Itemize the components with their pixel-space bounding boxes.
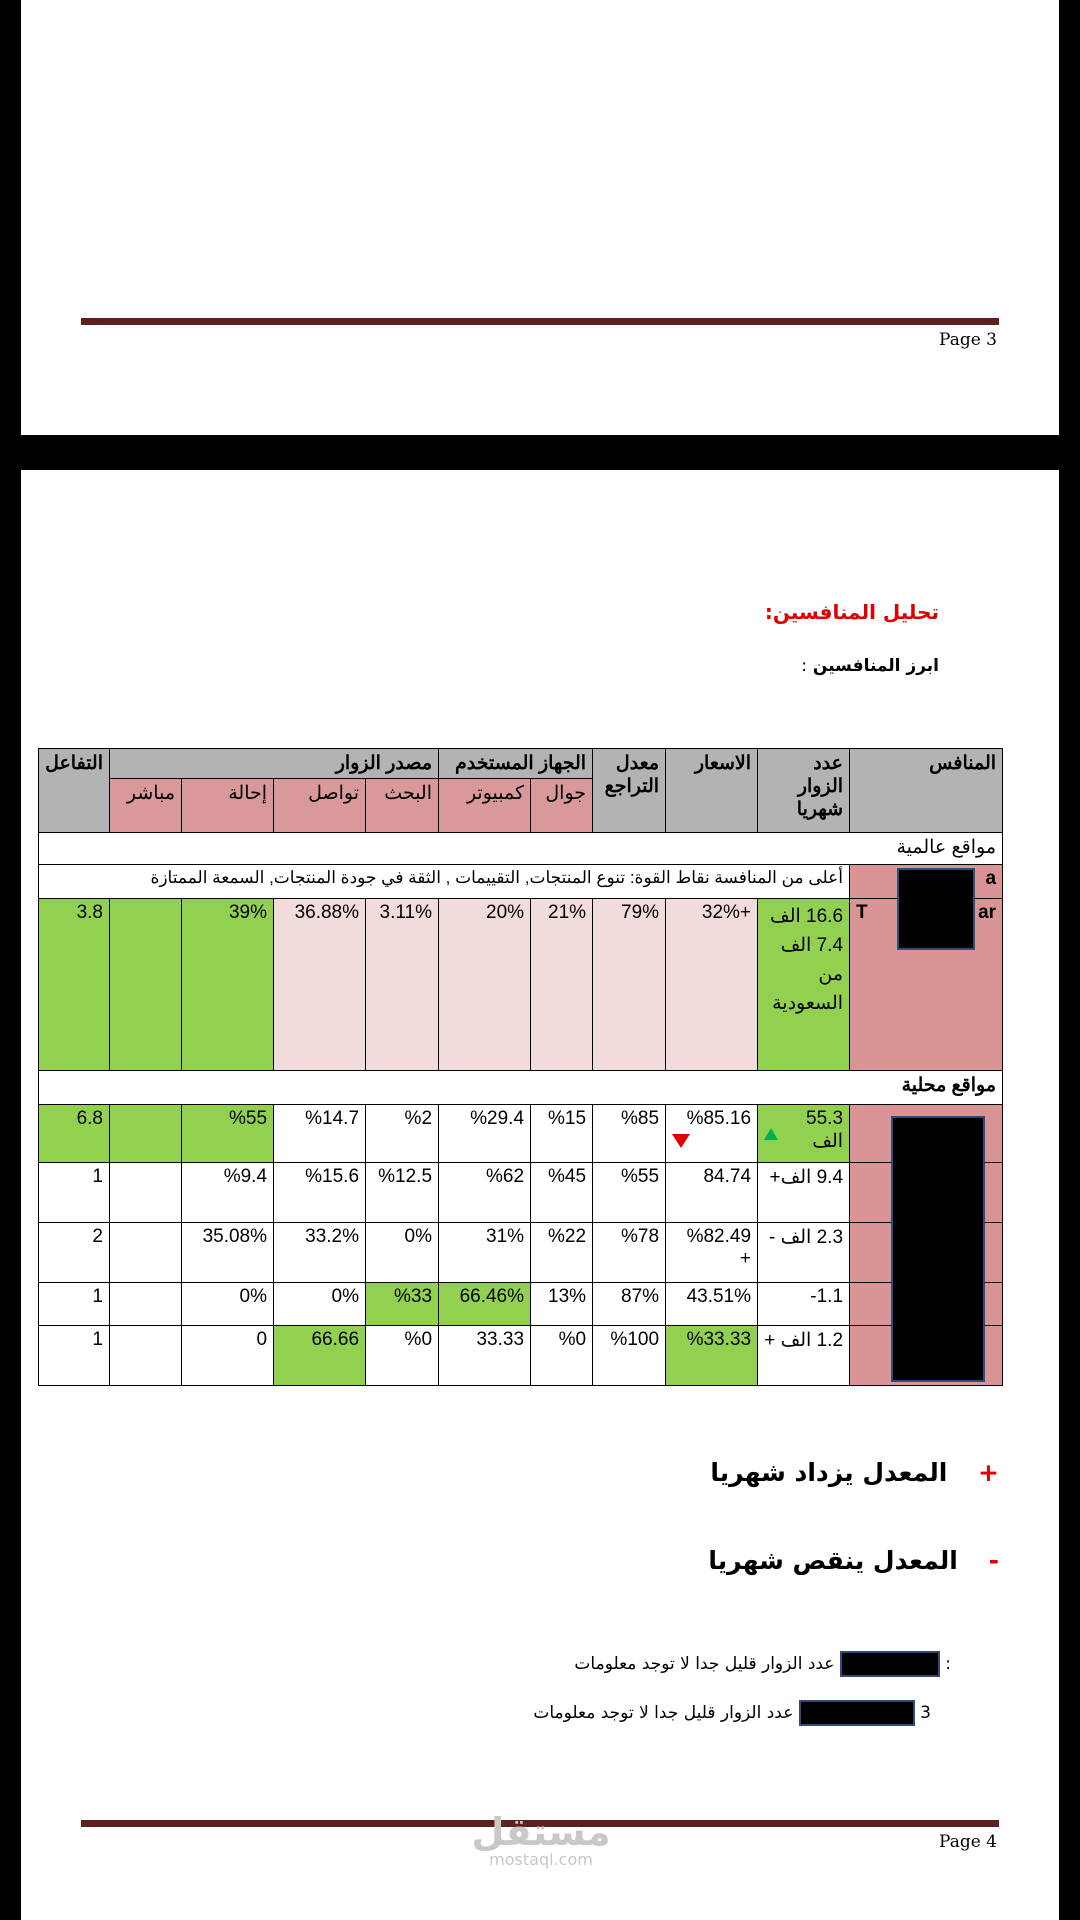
engagement: 2 [39, 1223, 110, 1283]
page-number: Page 3 [939, 330, 997, 350]
prices: %33.33 [666, 1326, 758, 1386]
prices: %82.49 + [666, 1223, 758, 1283]
legend-increase-text: المعدل يزداد شهريا [710, 1458, 948, 1487]
header-device: الجهاز المستخدم [439, 749, 593, 779]
search-share: %12.5 [366, 1163, 439, 1223]
header-bounce-rate: معدل التراجع [593, 749, 666, 833]
computer-share: %29.4 [439, 1105, 531, 1163]
page-3 [21, 0, 1059, 435]
page-subtitle [801, 656, 939, 676]
header-referral: إحالة [182, 779, 274, 833]
bounce-rate: %55 [593, 1163, 666, 1223]
section-local-label: مواقع محلية [39, 1071, 1003, 1105]
page-number: Page 4 [939, 1832, 997, 1852]
global-note: أعلى من المنافسة نقاط القوة: تنوع المنتجات, التقييمات , الثقة في جودة المنتجات, السمعة الممتازة [39, 865, 850, 899]
redaction-block [891, 1116, 985, 1382]
note-2 [533, 1700, 931, 1726]
global-competitor-row [39, 899, 1003, 1071]
header-direct: مباشر [110, 779, 182, 833]
social-share: 33.2% [274, 1223, 366, 1283]
name-fragment: ar [978, 902, 997, 923]
bounce-rate: %100 [593, 1326, 666, 1386]
monthly-visitors [758, 1105, 850, 1163]
referral-share: 39% [182, 899, 274, 1071]
note-1-prefix: : [945, 1654, 951, 1674]
direct-share [110, 1223, 182, 1283]
prices [666, 1105, 758, 1163]
mobile-share: 13% [531, 1283, 593, 1326]
local-row-2 [39, 1163, 1003, 1223]
legend-decrease-text: المعدل ينقص شهريا [708, 1546, 958, 1575]
search-share: %0 [366, 1326, 439, 1386]
referral-share: 0 [182, 1326, 274, 1386]
monthly-visitors: 2.3 الف - [758, 1223, 850, 1283]
legend-increase [710, 1458, 999, 1487]
redaction-inline [799, 1700, 915, 1726]
local-row-4 [39, 1283, 1003, 1326]
prices-value: %85.16 [686, 1108, 752, 1129]
prices: 43.51% [666, 1283, 758, 1326]
competitors-table [38, 748, 1003, 1386]
monthly-visitors: 1.1- [758, 1283, 850, 1326]
increase-arrow-icon [764, 1128, 778, 1140]
header-visitor-source: مصدر الزوار [110, 749, 439, 779]
section-local [39, 1071, 1003, 1105]
direct-share [110, 1163, 182, 1223]
header-competitor: المنافس [850, 749, 1003, 833]
decrease-arrow-icon [672, 1134, 690, 1148]
search-share: %33 [366, 1283, 439, 1326]
direct-share [110, 1326, 182, 1386]
redaction-block [897, 868, 975, 950]
engagement: 3.8 [39, 899, 110, 1071]
prices: +32% [666, 899, 758, 1071]
watermark-arabic: مستقل [471, 1810, 611, 1854]
subtitle-colon: : [801, 656, 807, 676]
subtitle-text: ابرز المنافسين [812, 656, 939, 676]
referral-share: 35.08% [182, 1223, 274, 1283]
global-note-row [39, 865, 1003, 899]
header-computer: كمبيوتر [439, 779, 531, 833]
engagement: 1 [39, 1163, 110, 1223]
social-share: %14.7 [274, 1105, 366, 1163]
page-title: تحليل المنافسين: [764, 600, 939, 624]
social-share: %15.6 [274, 1163, 366, 1223]
page-4 [21, 470, 1059, 1920]
computer-share: 31% [439, 1223, 531, 1283]
mobile-share: %0 [531, 1326, 593, 1386]
direct-share [110, 899, 182, 1071]
search-share: %2 [366, 1105, 439, 1163]
note-2-text: عدد الزوار قليل جدا لا توجد معلومات [533, 1703, 794, 1723]
plus-icon: + [978, 1458, 999, 1487]
watermark-latin: mostaql.com [489, 1850, 593, 1869]
mobile-share: %15 [531, 1105, 593, 1163]
referral-share: 0% [182, 1283, 274, 1326]
direct-share [110, 1105, 182, 1163]
bounce-rate: %85 [593, 1105, 666, 1163]
note-2-prefix: 3 [920, 1703, 931, 1723]
monthly-visitors: 16.6 الف 7.4 الف من السعودية [758, 899, 850, 1071]
watermark [461, 1810, 621, 1869]
social-share: 0% [274, 1283, 366, 1326]
social-share: 66.66 [274, 1326, 366, 1386]
header-prices: الاسعار [666, 749, 758, 833]
fragment-text: a [985, 868, 997, 889]
mobile-share: 21% [531, 899, 593, 1071]
header-mobile: جوال [531, 779, 593, 833]
search-share: 3.11% [366, 899, 439, 1071]
section-global-label: مواقع عالمية [39, 833, 1003, 865]
direct-share [110, 1283, 182, 1326]
referral-share: %9.4 [182, 1163, 274, 1223]
legend-decrease [708, 1546, 999, 1575]
redaction-inline [840, 1651, 940, 1677]
visitors-value: 55.3 الف [806, 1108, 844, 1152]
monthly-visitors: 9.4 الف+ [758, 1163, 850, 1223]
bounce-rate: 79% [593, 899, 666, 1071]
computer-share: 20% [439, 899, 531, 1071]
computer-share: 66.46% [439, 1283, 531, 1326]
note-1 [574, 1651, 951, 1677]
search-share: 0% [366, 1223, 439, 1283]
local-row-1 [39, 1105, 1003, 1163]
prices: 84.74 [666, 1163, 758, 1223]
header-search: البحث [366, 779, 439, 833]
referral-share: %55 [182, 1105, 274, 1163]
section-global [39, 833, 1003, 865]
header-engagement: التفاعل [39, 749, 110, 833]
mobile-share: %22 [531, 1223, 593, 1283]
footer-rule [81, 318, 999, 325]
computer-share: 33.33 [439, 1326, 531, 1386]
social-share: 36.88% [274, 899, 366, 1071]
header-social: تواصل [274, 779, 366, 833]
local-row-5 [39, 1326, 1003, 1386]
bounce-rate: %78 [593, 1223, 666, 1283]
engagement: 6.8 [39, 1105, 110, 1163]
note-1-text: عدد الزوار قليل جدا لا توجد معلومات [574, 1654, 835, 1674]
computer-share: %62 [439, 1163, 531, 1223]
engagement: 1 [39, 1326, 110, 1386]
mobile-share: %45 [531, 1163, 593, 1223]
monthly-visitors: 1.2 الف + [758, 1326, 850, 1386]
header-monthly-visitors: عدد الزوار شهريا [758, 749, 850, 833]
header-row-1 [39, 749, 1003, 779]
local-row-3 [39, 1223, 1003, 1283]
name-prefix: T [856, 902, 868, 923]
engagement: 1 [39, 1283, 110, 1326]
bounce-rate: 87% [593, 1283, 666, 1326]
minus-icon: - [988, 1546, 999, 1575]
